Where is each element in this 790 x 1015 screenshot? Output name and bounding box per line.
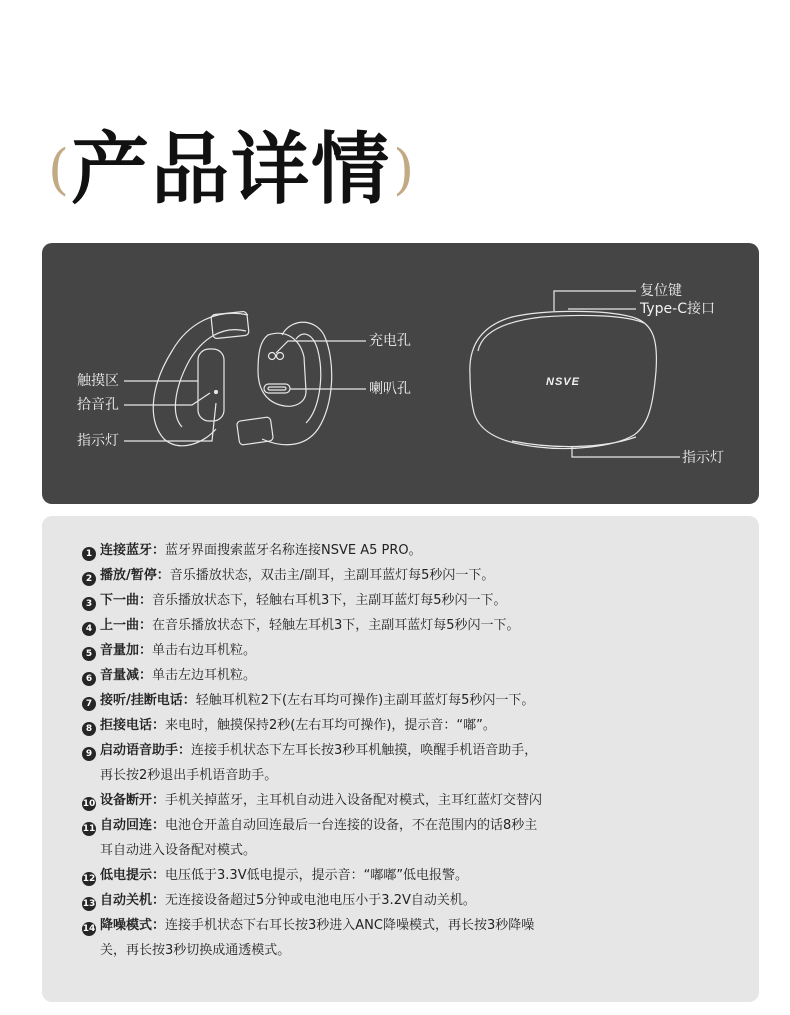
feature-number: 10 — [82, 799, 96, 809]
product-diagram-panel — [42, 243, 759, 504]
feature-item — [82, 538, 752, 563]
label-indicator-case: 指示灯 — [682, 450, 724, 466]
label-indicator-left: 指示灯 — [77, 433, 119, 449]
feature-desc-continued: 再长按2秒退出手机语音助手。 — [100, 768, 278, 783]
feature-number: 14 — [82, 924, 96, 934]
right-charge-contact-2 — [277, 353, 284, 360]
left-mic-hole — [215, 391, 218, 394]
feature-item — [82, 813, 752, 863]
feature-item — [82, 738, 752, 788]
label-reset-key: 复位键 — [640, 283, 682, 299]
feature-desc: 连接手机状态下右耳长按3秒进入ANC降噪模式，再长按3秒降噪 — [165, 918, 535, 933]
feature-number: 3 — [82, 597, 96, 611]
label-speaker-hole: 喇叭孔 — [369, 381, 411, 397]
right-earbud-tip — [236, 417, 273, 445]
feature-item — [82, 688, 752, 713]
feature-number: 13 — [82, 899, 96, 909]
page-title — [48, 120, 414, 220]
feature-name: 自动回连： — [100, 818, 166, 833]
label-charge-hole: 充电孔 — [369, 333, 411, 349]
label-touch-area: 触摸区 — [77, 373, 119, 389]
feature-name: 连接蓝牙： — [100, 543, 166, 558]
feature-item — [82, 713, 752, 738]
feature-number: 9 — [82, 747, 96, 761]
feature-item — [82, 913, 752, 963]
feature-desc: 无连接设备超过5分钟或电池电压小于3.2V自动关机。 — [165, 893, 476, 908]
feature-name: 播放/暂停： — [100, 568, 170, 583]
feature-desc-continued: 耳自动进入设备配对模式。 — [100, 843, 257, 858]
right-speaker-grille-inner — [268, 387, 286, 390]
feature-name: 低电提示： — [100, 868, 166, 883]
feature-desc: 单击左边耳机粒。 — [152, 668, 257, 683]
feature-name: 启动语音助手： — [100, 743, 192, 758]
leader-line-charge — [276, 341, 366, 353]
title-text: 产品详情 — [71, 125, 392, 215]
leader-line-indicator-left — [124, 403, 216, 441]
feature-item — [82, 788, 752, 813]
label-mic-hole: 拾音孔 — [77, 397, 119, 413]
feature-item — [82, 638, 752, 663]
feature-name: 音量加： — [100, 643, 153, 658]
charging-case-bottom — [512, 437, 636, 447]
feature-number: 8 — [82, 722, 96, 736]
feature-number: 6 — [82, 672, 96, 686]
feature-desc: 蓝牙界面搜索蓝牙名称连接NSVE A5 PRO。 — [165, 543, 422, 558]
leader-line-reset — [554, 291, 636, 311]
feature-name: 接听/挂断电话： — [100, 693, 196, 708]
feature-name: 上一曲： — [100, 618, 153, 633]
feature-desc: 单击右边耳机粒。 — [152, 643, 257, 658]
feature-desc: 电压低于3.3V低电提示，提示音：“嘟嘟”低电报警。 — [165, 868, 469, 883]
feature-name: 降噪模式： — [100, 918, 166, 933]
feature-desc-continued: 关，再长按3秒切换成通透模式。 — [100, 943, 291, 958]
feature-desc: 在音乐播放状态下，轻触左耳机3下，主副耳蓝灯每5秒闪一下。 — [152, 618, 520, 633]
feature-item — [82, 613, 752, 638]
feature-number: 7 — [82, 697, 96, 711]
title-close-paren: ) — [393, 138, 415, 201]
feature-desc: 来电时，触摸保持2秒(左右耳均可操作)，提示音：“嘟”。 — [165, 718, 496, 733]
feature-desc: 连接手机状态下左耳长按3秒耳机触摸，唤醒手机语音助手， — [191, 743, 538, 758]
feature-item — [82, 563, 752, 588]
left-earbud-hook — [153, 313, 248, 445]
case-brand-logo: NSVE — [546, 376, 580, 388]
left-earbud-hook-inner — [175, 330, 246, 427]
features-panel — [42, 516, 759, 1002]
feature-item — [82, 588, 752, 613]
feature-desc: 电池仓开盖自动回连最后一台连接的设备，不在范围内的话8秒主 — [165, 818, 538, 833]
feature-name: 设备断开： — [100, 793, 166, 808]
left-earbud-body — [198, 349, 224, 421]
feature-name: 自动关机： — [100, 893, 166, 908]
feature-number: 12 — [82, 874, 96, 884]
right-earbud-body — [258, 333, 306, 406]
feature-number: 1 — [82, 547, 96, 561]
feature-item — [82, 663, 752, 688]
feature-desc: 手机关掉蓝牙，主耳机自动进入设备配对模式，主耳红蓝灯交替闪 — [165, 793, 543, 808]
leader-line-indicator-case — [572, 447, 680, 457]
feature-number: 5 — [82, 647, 96, 661]
right-earbud-hook-inner — [296, 334, 321, 423]
feature-desc: 音乐播放状态下，轻触右耳机3下，主副耳蓝灯每5秒闪一下。 — [152, 593, 507, 608]
title-open-paren: ( — [48, 138, 70, 201]
feature-item — [82, 888, 752, 913]
right-charge-contact-1 — [269, 353, 276, 360]
feature-desc: 轻触耳机粒2下(左右耳均可操作)主副耳蓝灯每5秒闪一下。 — [195, 693, 535, 708]
feature-name: 音量减： — [100, 668, 153, 683]
feature-desc: 音乐播放状态，双击主/副耳，主副耳蓝灯每5秒闪一下。 — [169, 568, 495, 583]
label-type-c-port: Type-C接口 — [640, 301, 715, 317]
leader-line-mic — [124, 393, 210, 405]
feature-name: 下一曲： — [100, 593, 153, 608]
feature-number: 2 — [82, 572, 96, 586]
feature-item — [82, 863, 752, 888]
feature-name: 拒接电话： — [100, 718, 166, 733]
feature-number: 11 — [82, 824, 96, 834]
feature-number: 4 — [82, 622, 96, 636]
